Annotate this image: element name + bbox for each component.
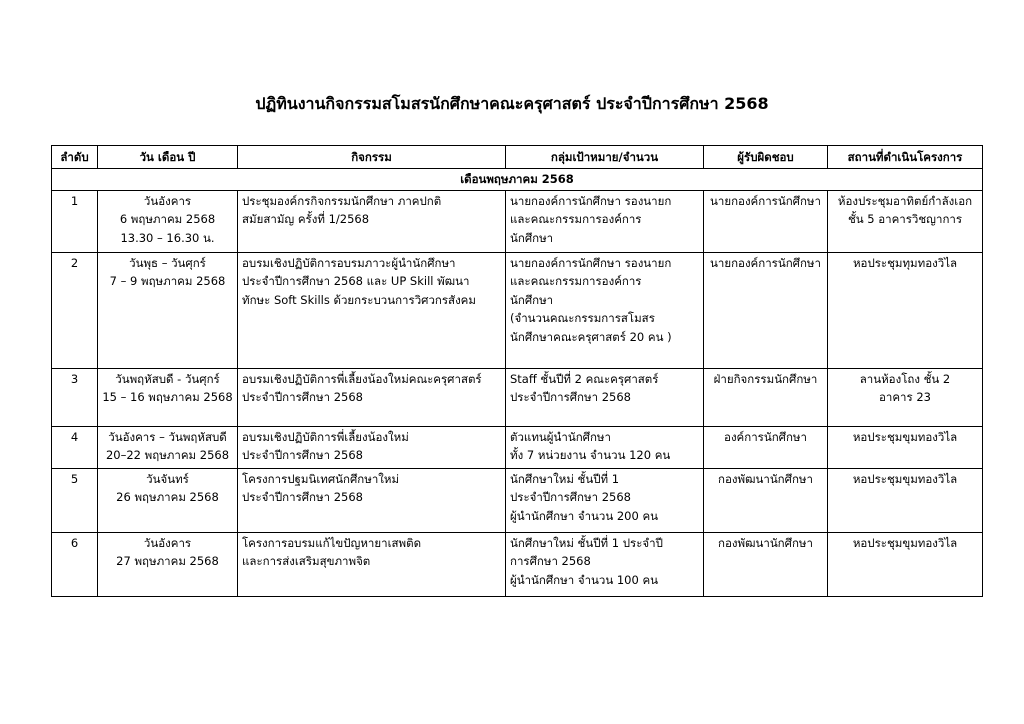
cell-target	[506, 368, 704, 426]
cell-target-line: ผู้นำนักศึกษา จำนวน 200 คน	[510, 508, 659, 523]
cell-target-line: ผู้นำนักศึกษา จำนวน 100 คน	[510, 572, 659, 587]
cell-target-line: นายกองค์การนักศึกษา รองนายก	[510, 193, 672, 208]
cell-date-line: วันจันทร์	[146, 471, 189, 486]
cell-activity-line: ประจำปีการศึกษา 2568 และ UP Skill พัฒนา	[242, 274, 470, 288]
cell-activity-line: อบรมเชิงปฏิบัติการอบรมภาวะผู้นำนักศึกษา	[242, 255, 456, 270]
document-title: ปฏิทินงานกิจกรรมสโมสรนักศึกษาคณะครุศาสตร์ ประจำปีการศึกษา 2568	[255, 94, 769, 113]
cell-responsible	[704, 190, 828, 252]
cell-target-line: Staff ชั้นปีที่ 2 คณะครุศาสตร์	[510, 371, 659, 386]
cell-date-line: วันอังคาร	[143, 535, 192, 550]
cell-activity	[238, 368, 506, 426]
cell-target-line: ตัวแทนผู้นำนักศึกษา	[510, 429, 611, 444]
cell-responsible-line: นายกองค์การนักศึกษา	[710, 255, 821, 270]
cell-venue-line: ชั้น 5 อาคารวิชญาการ	[847, 212, 963, 226]
cell-date-line: 15 – 16 พฤษภาคม 2568	[102, 390, 233, 404]
header-row	[52, 146, 983, 169]
month-row	[52, 169, 983, 191]
cell-target-line: นายกองค์การนักศึกษา รองนายก	[510, 255, 672, 270]
cell-responsible-line: องค์การนักศึกษา	[724, 429, 807, 444]
table-row	[52, 468, 983, 532]
cell-activity-line: ประชุมองค์กรกิจกรรมนักศึกษา ภาคปกติ	[242, 193, 442, 208]
cell-venue-line: หอประชุมทุมทองวิไล	[852, 255, 958, 270]
cell-target-line: ประจำปีการศึกษา 2568	[510, 390, 631, 404]
cell-target	[506, 252, 704, 368]
cell-date-line: 27 พฤษภาคม 2568	[116, 554, 219, 568]
month-label: เดือนพฤษภาคม 2568	[52, 169, 983, 191]
cell-venue-line: ลานห้องโถง ชั้น 2	[859, 371, 951, 386]
cell-no: 4	[52, 426, 98, 468]
cell-venue	[828, 426, 983, 468]
cell-responsible	[704, 252, 828, 368]
cell-activity-line: โครงการอบรมแก้ไขปัญหายาเสพติด	[242, 535, 422, 550]
cell-target-line: นักศึกษาคณะครุศาสตร์ 20 คน )	[510, 329, 672, 344]
cell-target-line: การศึกษา 2568	[510, 554, 591, 568]
cell-target-line: ประจำปีการศึกษา 2568	[510, 490, 631, 504]
cell-venue	[828, 252, 983, 368]
cell-date	[98, 252, 238, 368]
cell-target-line: นักศึกษา	[510, 230, 554, 245]
cell-date-line: วันพุธ – วันศุกร์	[129, 255, 206, 270]
header-responsible: ผู้รับผิดชอบ	[704, 146, 828, 169]
cell-date	[98, 426, 238, 468]
cell-no: 3	[52, 368, 98, 426]
cell-date-line: วันพฤหัสบดี - วันศุกร์	[115, 371, 220, 386]
activity-calendar-table	[51, 145, 983, 597]
cell-no: 6	[52, 532, 98, 596]
cell-activity-line: อบรมเชิงปฏิบัติการพี่เลี้ยงน้องใหม่	[242, 429, 409, 444]
cell-activity	[238, 190, 506, 252]
cell-venue-line: หอประชุมขุมทองวิไล	[852, 429, 958, 444]
cell-target	[506, 426, 704, 468]
cell-no: 2	[52, 252, 98, 368]
table-row	[52, 426, 983, 468]
cell-responsible	[704, 426, 828, 468]
table-row	[52, 532, 983, 596]
cell-activity	[238, 252, 506, 368]
table-row	[52, 368, 983, 426]
cell-date-line: วันอังคาร	[143, 193, 192, 208]
cell-date-line: 26 พฤษภาคม 2568	[116, 490, 219, 504]
cell-target-line: นักศึกษา	[510, 292, 554, 307]
cell-activity-line: ประจำปีการศึกษา 2568	[242, 448, 363, 462]
header-date: วัน เดือน ปี	[98, 146, 238, 169]
cell-activity-line: โครงการปฐมนิเทศนักศึกษาใหม่	[242, 471, 400, 486]
cell-target-line: นักศึกษาใหม่ ชั้นปีที่ 1 ประจำปี	[510, 535, 663, 550]
table-row	[52, 252, 983, 368]
cell-target-line: และคณะกรรมการองค์การ	[510, 274, 642, 288]
cell-target-line: นักศึกษาใหม่ ชั้นปีที่ 1	[510, 471, 620, 486]
cell-target-line: ทั้ง 7 หน่วยงาน จำนวน 120 คน	[510, 448, 671, 462]
cell-venue-line: ห้องประชุมอาทิตย์กำลังเอก	[837, 193, 973, 208]
cell-date	[98, 532, 238, 596]
header-no: ลำดับ	[52, 146, 98, 169]
cell-activity	[238, 532, 506, 596]
cell-target	[506, 190, 704, 252]
cell-date-line: 20–22 พฤษภาคม 2568	[105, 448, 230, 462]
table-row	[52, 190, 983, 252]
cell-no: 1	[52, 190, 98, 252]
cell-activity-line: ทักษะ Soft Skills ด้วยกระบวนการวิศวกรสังคม	[242, 292, 476, 307]
cell-activity	[238, 426, 506, 468]
cell-activity-line: อบรมเชิงปฏิบัติการพี่เลี้ยงน้องใหม่คณะครุศาสตร์	[242, 371, 482, 386]
header-target: กลุ่มเป้าหมาย/จำนวน	[506, 146, 704, 169]
cell-target-line: (จำนวนคณะกรรมการสโมสร	[510, 311, 655, 325]
cell-target-line: และคณะกรรมการองค์การ	[510, 212, 642, 226]
cell-responsible	[704, 468, 828, 532]
cell-activity-line: และการส่งเสริมสุขภาพจิต	[242, 554, 371, 568]
cell-date	[98, 468, 238, 532]
header-venue: สถานที่ดำเนินโครงการ	[828, 146, 983, 169]
cell-venue	[828, 190, 983, 252]
cell-no: 5	[52, 468, 98, 532]
cell-responsible	[704, 368, 828, 426]
cell-target	[506, 468, 704, 532]
cell-responsible-line: นายกองค์การนักศึกษา	[710, 193, 821, 208]
cell-activity-line: ประจำปีการศึกษา 2568	[242, 390, 363, 404]
cell-responsible	[704, 532, 828, 596]
cell-activity-line: ประจำปีการศึกษา 2568	[242, 490, 363, 504]
cell-venue-line: หอประชุมขุมทองวิไล	[852, 535, 958, 550]
cell-responsible-line: กองพัฒนานักศึกษา	[718, 471, 813, 486]
header-activity: กิจกรรม	[238, 146, 506, 169]
cell-date	[98, 190, 238, 252]
cell-date	[98, 368, 238, 426]
cell-venue-line: อาคาร 23	[879, 390, 931, 404]
cell-responsible-line: ฝ่ายกิจกรรมนักศึกษา	[713, 371, 818, 386]
cell-venue-line: หอประชุมขุมทองวิไล	[852, 471, 958, 486]
cell-date-line: 13.30 – 16.30 น.	[120, 230, 215, 245]
cell-venue	[828, 532, 983, 596]
cell-venue	[828, 368, 983, 426]
cell-date-line: 6 พฤษภาคม 2568	[119, 212, 216, 226]
cell-activity-line: สมัยสามัญ ครั้งที่ 1/2568	[242, 212, 370, 226]
cell-activity	[238, 468, 506, 532]
cell-target	[506, 532, 704, 596]
cell-date-line: 7 – 9 พฤษภาคม 2568	[109, 274, 226, 288]
cell-venue	[828, 468, 983, 532]
cell-responsible-line: กองพัฒนานักศึกษา	[718, 535, 813, 550]
cell-date-line: วันอังคาร – วันพฤหัสบดี	[108, 429, 227, 444]
